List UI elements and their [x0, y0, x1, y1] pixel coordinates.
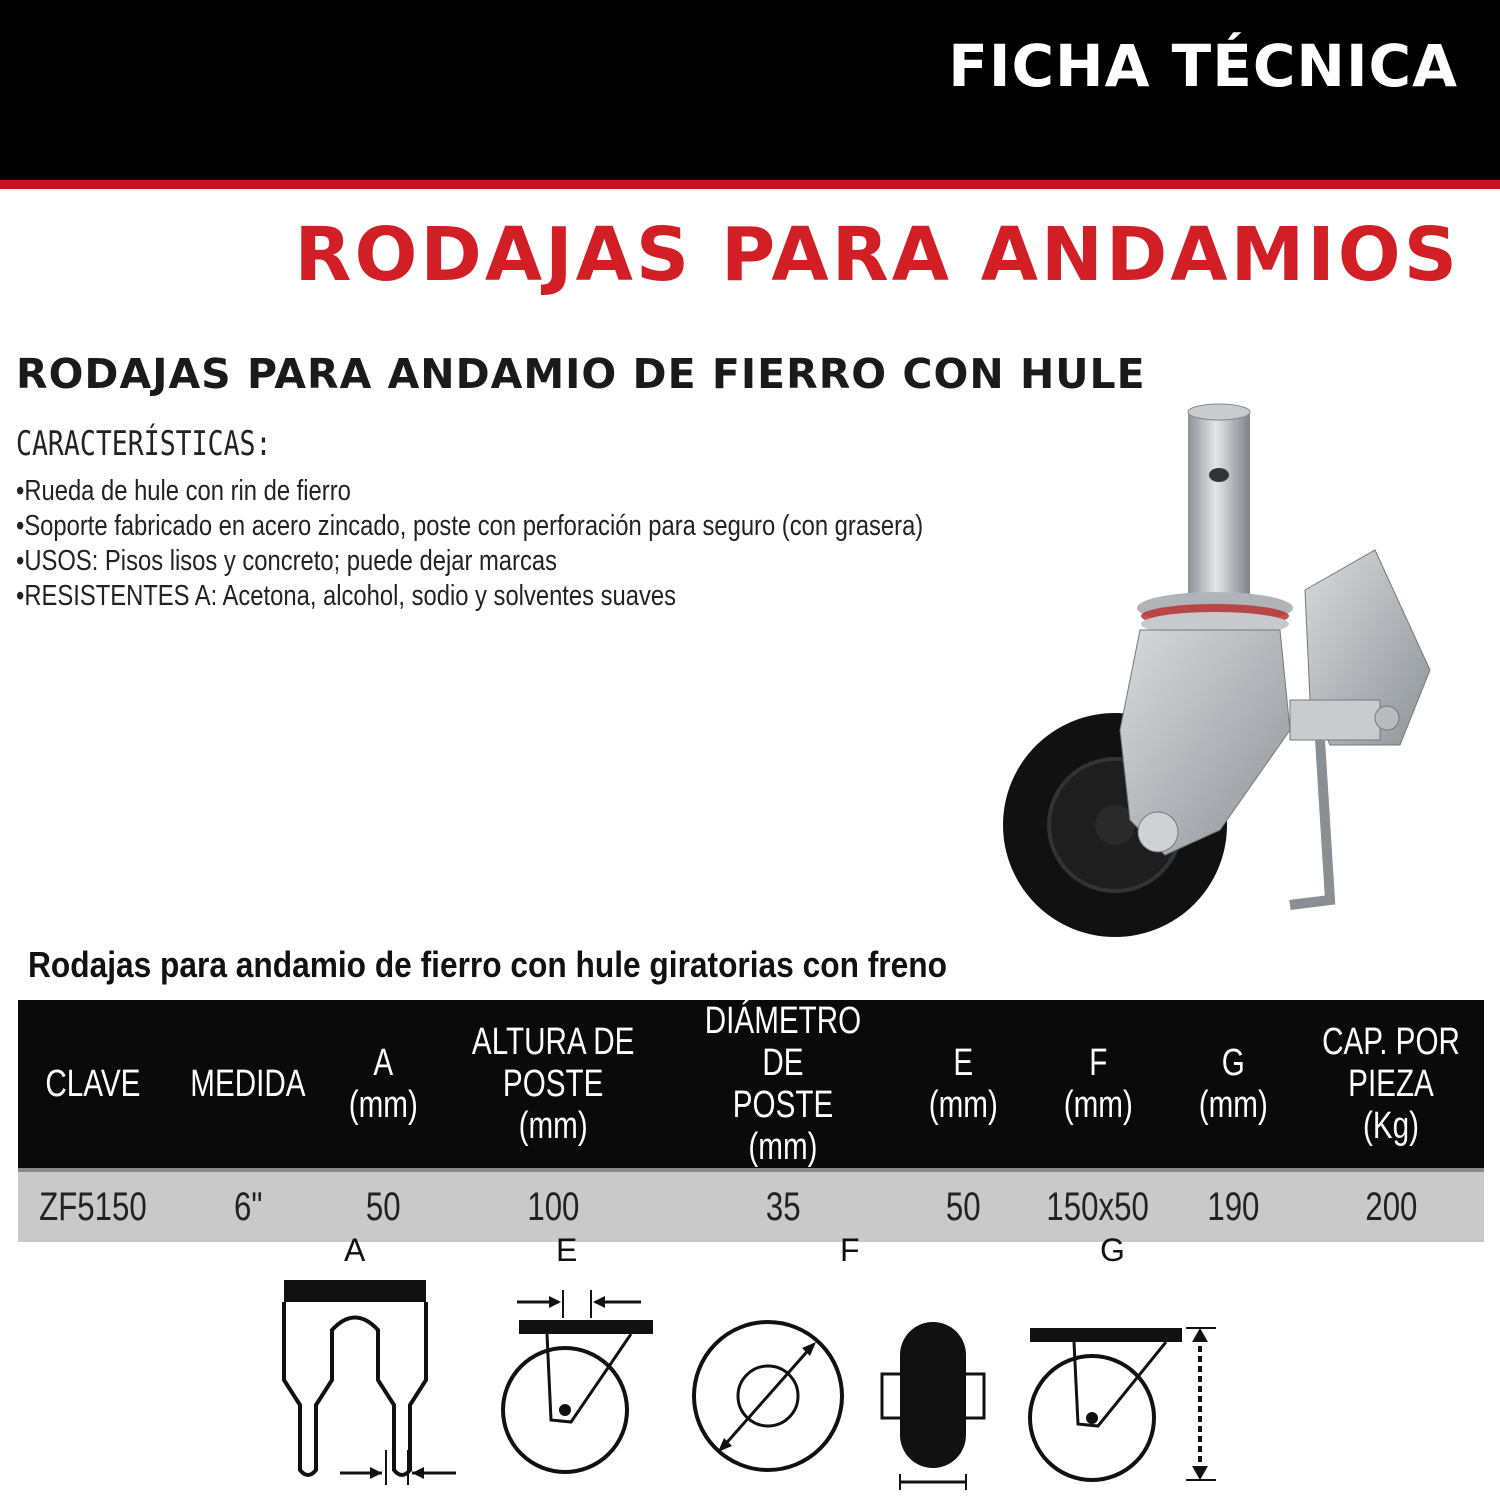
diagram-label-f: F	[840, 1232, 860, 1268]
characteristic-item: •USOS: Pisos lisos y concreto; puede dejar marcas	[16, 545, 557, 577]
col-header-clave: CLAVE	[18, 1000, 168, 1170]
cell-capacidad: 200	[1298, 1170, 1484, 1242]
diagram-label-e: E	[556, 1232, 578, 1268]
col-header-diametro-poste: DIÁMETRO DE POSTE (mm)	[668, 1000, 898, 1170]
characteristics-heading: CARACTERÍSTICAS:	[16, 424, 272, 464]
col-header-e: E (mm)	[898, 1000, 1028, 1170]
cell-diametro-poste: 35	[668, 1170, 898, 1242]
col-header-f: F (mm)	[1028, 1000, 1168, 1170]
characteristic-item: •RESISTENTES A: Acetona, alcohol, sodio y solventes suaves	[16, 580, 676, 612]
cell-a: 50	[328, 1170, 438, 1242]
characteristic-item: •Soporte fabricado en acero zincado, poste con perforación para seguro (con grasera)	[16, 510, 924, 542]
cell-altura-poste: 100	[438, 1170, 668, 1242]
col-header-capacidad: CAP. POR PIEZA (Kg)	[1298, 1000, 1484, 1170]
page-title: RODAJAS PARA ANDAMIOS	[294, 212, 1460, 298]
diagram-e-offset	[495, 1270, 665, 1495]
table-row	[18, 1170, 1484, 1242]
col-header-g: G (mm)	[1168, 1000, 1298, 1170]
diagram-a-fork-width	[270, 1270, 470, 1495]
product-subtitle: RODAJAS PARA ANDAMIO DE FIERRO CON HULE	[16, 350, 1146, 398]
diagram-label-a: A	[344, 1232, 366, 1268]
spec-table	[18, 1000, 1484, 1242]
diagram-f-wheel-size	[686, 1270, 996, 1495]
cell-e: 50	[898, 1170, 1028, 1242]
table-header-row	[18, 1000, 1484, 1170]
cell-clave: ZF5150	[18, 1170, 168, 1242]
characteristic-item: •Rueda de hule con rin de fierro	[16, 475, 351, 507]
diagram-label-g: G	[1100, 1232, 1125, 1268]
characteristics-list	[16, 474, 1122, 614]
col-header-medida: MEDIDA	[168, 1000, 328, 1170]
cell-f: 150x50	[1028, 1170, 1168, 1242]
table-caption: Rodajas para andamio de fierro con hule giratorias con freno	[28, 944, 947, 985]
col-header-a: A (mm)	[328, 1000, 438, 1170]
ficha-tecnica-label: FICHA TÉCNICA	[948, 32, 1458, 100]
col-header-altura-poste: ALTURA DE POSTE (mm)	[438, 1000, 668, 1170]
header-red-stripe	[0, 180, 1500, 189]
caster-wheel-image	[990, 400, 1460, 990]
cell-medida: 6"	[168, 1170, 328, 1242]
cell-g: 190	[1168, 1170, 1298, 1242]
diagram-g-height	[1020, 1270, 1230, 1495]
